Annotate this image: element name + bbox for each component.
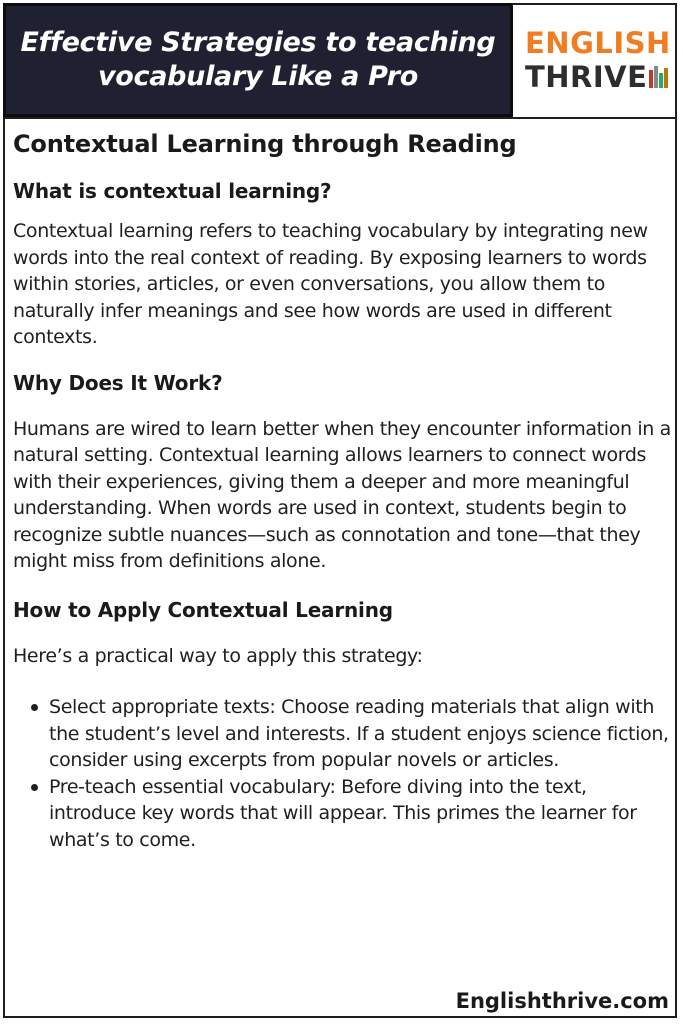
bullet-list [13,694,673,853]
heading-how-to-apply: How to Apply Contextual Learning [13,597,393,622]
logo-word-english: ENGLISH [525,26,671,60]
paragraph-what-is: Contextual learning refers to teaching vocabulary by integrating new words into the real context of reading. By exposing learners to words within stories, articles, or even conversations, you allow them to naturally infer meanings and see how words are used in different contexts. [13,220,648,348]
list-item-text: Pre-teach essential vocabulary: Before diving into the text, introduce key words that will appear. This primes the learner for what’s to come. [49,775,637,851]
article [13,124,673,853]
header [3,3,677,119]
list-item [13,694,673,774]
bullet-icon [31,784,38,791]
title-line-2: vocabulary Like a Pro [97,61,419,92]
title-banner [3,3,513,117]
heading-why-works: Why Does It Work? [13,370,223,395]
list-item [13,774,673,854]
title-line-1: Effective Strategies to teaching [20,27,496,58]
footer-site-link[interactable]: Englishthrive.com [455,989,669,1013]
bullet-icon [31,704,38,711]
logo [513,3,677,117]
heading-what-is: What is contextual learning? [13,179,332,203]
section-title: Contextual Learning through Reading [13,130,517,158]
list-item-text: Select appropriate texts: Choose reading materials that align with the student’s level and interests. If a student enjoys science fiction, consider using excerpts from popular novels or articles. [49,696,669,771]
logo-word-thrive: THRIVE [525,60,648,94]
paragraph-why-works: Humans are wired to learn better when they encounter information in a natural setting. Contextual learning allows learners to connect words with their experiences, giving them a deeper and more meaningful understanding. When words are used in context, students begin to recognize subtle nuances—such as connotation and tone—that they might miss from definitions alone. [13,417,671,572]
logo-word-row [525,60,677,94]
paragraph-how-to-apply: Here’s a practical way to apply this strategy: [13,644,423,667]
books-icon [649,66,669,88]
